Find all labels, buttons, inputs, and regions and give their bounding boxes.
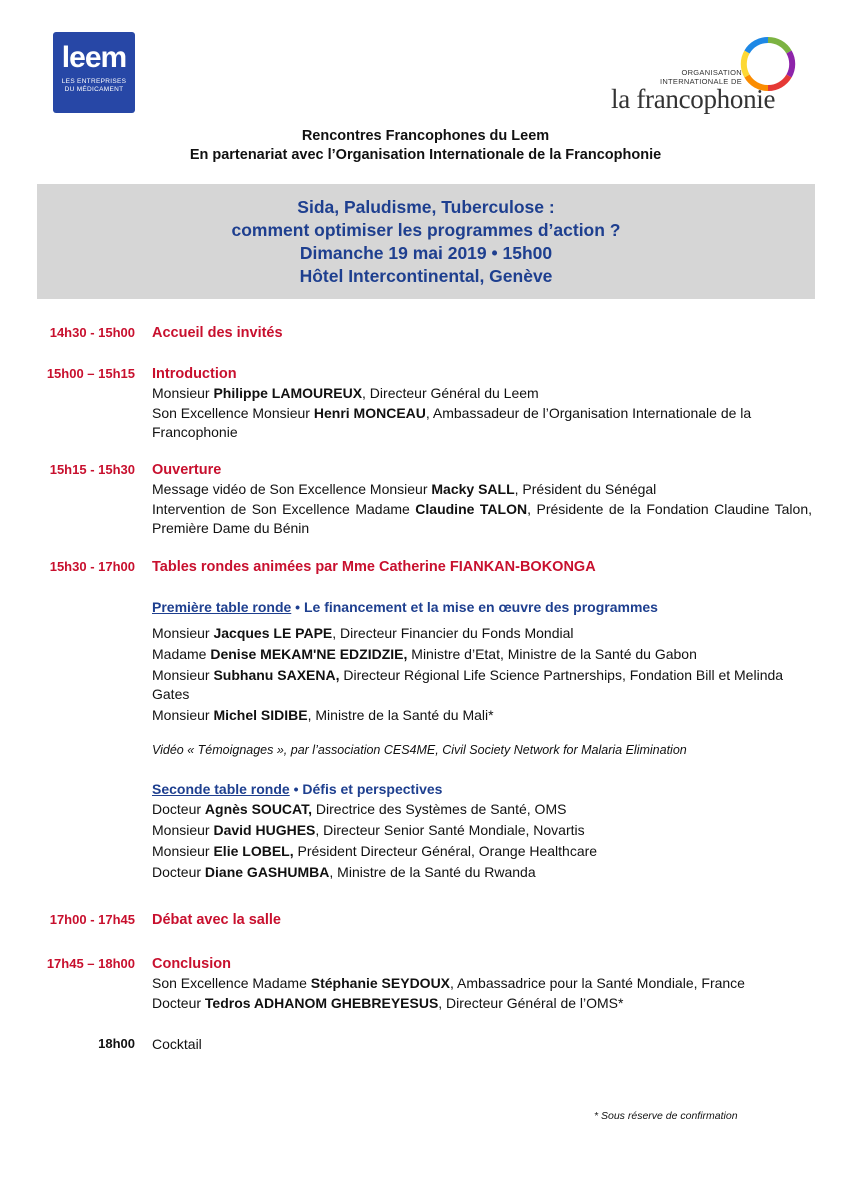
speaker-role: Directeur Régional Life Science Partnerships, Fondation Bill et Melinda Gates <box>152 667 784 702</box>
speaker-name: Subhanu SAXENA, <box>213 667 340 683</box>
speaker-prefix: Docteur <box>152 994 205 1011</box>
speaker-name: Macky SALL <box>431 481 515 497</box>
panelist <box>152 863 817 882</box>
speaker-name: Claudine TALON <box>415 500 528 517</box>
event-header <box>0 127 851 165</box>
speaker-role: Président Directeur Général, Orange Healthcare <box>293 843 598 859</box>
speaker-name: Diane GASHUMBA <box>204 864 330 880</box>
leem-logo-word: leem <box>61 41 127 74</box>
oif-caption-line1: ORGANISATION <box>681 68 742 77</box>
speaker-role: , Président du Sénégal <box>514 481 657 497</box>
program-time: 15h15 - 15h30 <box>49 462 135 477</box>
speaker-name: Henri MONCEAU <box>313 404 426 421</box>
speaker-name: Michel SIDIBE <box>213 707 308 723</box>
speaker-prefix: Monsieur <box>152 822 214 838</box>
panelist <box>152 706 817 725</box>
event-title-line2: comment optimiser les programmes d’action ? <box>231 220 621 240</box>
program-time: 18h00 <box>98 1036 135 1051</box>
speaker-role: Ministre d’Etat, Ministre de la Santé du Gabon <box>407 646 697 662</box>
speaker-role: , Ministre de la Santé du Mali* <box>307 707 494 723</box>
table-ronde-1-label: Première table ronde <box>152 599 292 615</box>
program-time: 17h00 - 17h45 <box>49 912 135 927</box>
program-time: 15h30 - 17h00 <box>49 559 135 574</box>
speaker-role: , Directeur Général du Leem <box>362 385 539 401</box>
panelist <box>152 800 817 819</box>
francophonie-logo <box>605 34 800 114</box>
program-content <box>152 910 812 930</box>
speaker-name: Jacques LE PAPE <box>213 625 333 641</box>
video-note: Vidéo « Témoignages », par l’association CES4ME, Civil Society Network for Malaria Elimination <box>152 743 687 757</box>
program-title: Conclusion <box>152 956 231 972</box>
table-ronde-2-heading <box>152 780 832 799</box>
speaker-name: Stéphanie SEYDOUX <box>310 975 451 991</box>
program-time: 15h00 – 15h15 <box>46 366 135 381</box>
panelist <box>152 821 817 840</box>
event-header-line1: Rencontres Francophones du Leem <box>301 128 550 144</box>
leem-tagline-line1: LES ENTREPRISES <box>61 78 127 85</box>
table-ronde-1-panel <box>152 624 817 725</box>
speaker-role: , Présidente de la Fondation Claudine Talon, Première Dame du Bénin <box>152 500 812 536</box>
event-title-box <box>37 184 815 299</box>
speaker-prefix: Son Excellence Monsieur <box>152 404 314 421</box>
speaker-name: David HUGHES <box>213 822 316 838</box>
program-time: 17h45 – 18h00 <box>46 956 135 971</box>
francophonie-logo-name: la francophonie <box>611 84 776 114</box>
event-venue: Hôtel Intercontinental, Genève <box>299 266 553 286</box>
speaker-prefix: Monsieur <box>152 667 214 683</box>
program-content <box>152 323 812 343</box>
program-content <box>152 557 812 577</box>
speaker-role: , Directeur Général de l’OMS* <box>438 994 624 1011</box>
speaker-prefix: Message vidéo de Son Excellence Monsieur <box>152 481 432 497</box>
leem-logo <box>53 32 135 113</box>
speaker-name: Denise MEKAM'NE EDZIDZIE, <box>210 646 408 662</box>
table-ronde-1-heading <box>152 598 832 617</box>
speaker-name: Tedros ADHANOM GHEBREYESUS <box>204 994 439 1011</box>
program-content <box>152 954 812 1013</box>
speaker-role: , Directeur Senior Santé Mondiale, Novartis <box>315 822 585 838</box>
program-content <box>152 364 812 443</box>
speaker-line <box>152 974 812 994</box>
program-title: Accueil des invités <box>152 325 283 341</box>
speaker-line <box>152 500 812 539</box>
table-ronde-2-label: Seconde table ronde <box>152 781 290 797</box>
speaker-prefix: Monsieur <box>152 707 214 723</box>
speaker-prefix: Monsieur <box>152 625 214 641</box>
speaker-role: , Directeur Financier du Fonds Mondial <box>332 625 574 641</box>
table-ronde-2-topic: • Défis et perspectives <box>289 781 443 797</box>
speaker-prefix: Intervention de Son Excellence Madame <box>152 500 416 517</box>
speaker-prefix: Docteur <box>152 864 205 880</box>
panelist <box>152 666 817 704</box>
program-title: Débat avec la salle <box>152 912 281 928</box>
speaker-prefix: Monsieur <box>152 843 214 859</box>
leem-tagline-line2: DU MÉDICAMENT <box>64 86 124 93</box>
speaker-role: Directrice des Systèmes de Santé, OMS <box>312 801 567 817</box>
panelist <box>152 842 817 861</box>
program-title: Tables rondes animées par Mme Catherine FIANKAN-BOKONGA <box>152 559 596 575</box>
event-header-line2: En partenariat avec l’Organisation Internationale de la Francophonie <box>189 147 662 163</box>
table-ronde-2-panel <box>152 800 817 882</box>
leem-logo-tagline <box>53 78 135 94</box>
speaker-role: , Ministre de la Santé du Rwanda <box>329 864 536 880</box>
speaker-prefix: Son Excellence Madame <box>152 975 311 991</box>
program-content <box>152 460 812 539</box>
speaker-name: Agnès SOUCAT, <box>204 801 313 817</box>
panelist <box>152 624 817 643</box>
speaker-line <box>152 384 812 404</box>
table-ronde-1-topic: • Le financement et la mise en œuvre des programmes <box>291 599 658 615</box>
speaker-line <box>152 480 812 500</box>
speaker-line <box>152 404 812 443</box>
speaker-line <box>152 994 812 1014</box>
panelist <box>152 645 817 664</box>
program-time: 14h30 - 15h00 <box>49 325 135 340</box>
speaker-prefix: Monsieur <box>152 385 214 401</box>
program-title: Cocktail <box>152 1036 202 1052</box>
event-title-line1: Sida, Paludisme, Tuberculose : <box>297 197 555 217</box>
program-title: Introduction <box>152 366 237 382</box>
speaker-prefix: Madame <box>152 646 211 662</box>
program-content <box>152 1034 812 1054</box>
speaker-role: , Ambassadeur de l’Organisation Internationale de la Francophonie <box>152 404 752 440</box>
speaker-name: Elie LOBEL, <box>213 843 294 859</box>
oif-caption-line2: INTERNATIONALE DE <box>659 77 742 86</box>
program-title: Ouverture <box>152 462 222 478</box>
event-date: Dimanche 19 mai 2019 • 15h00 <box>299 243 553 263</box>
speaker-name: Philippe LAMOUREUX <box>213 385 363 401</box>
speaker-prefix: Docteur <box>152 801 205 817</box>
footnote: * Sous réserve de confirmation <box>594 1110 738 1122</box>
speaker-role: , Ambassadrice pour la Santé Mondiale, France <box>450 975 745 991</box>
